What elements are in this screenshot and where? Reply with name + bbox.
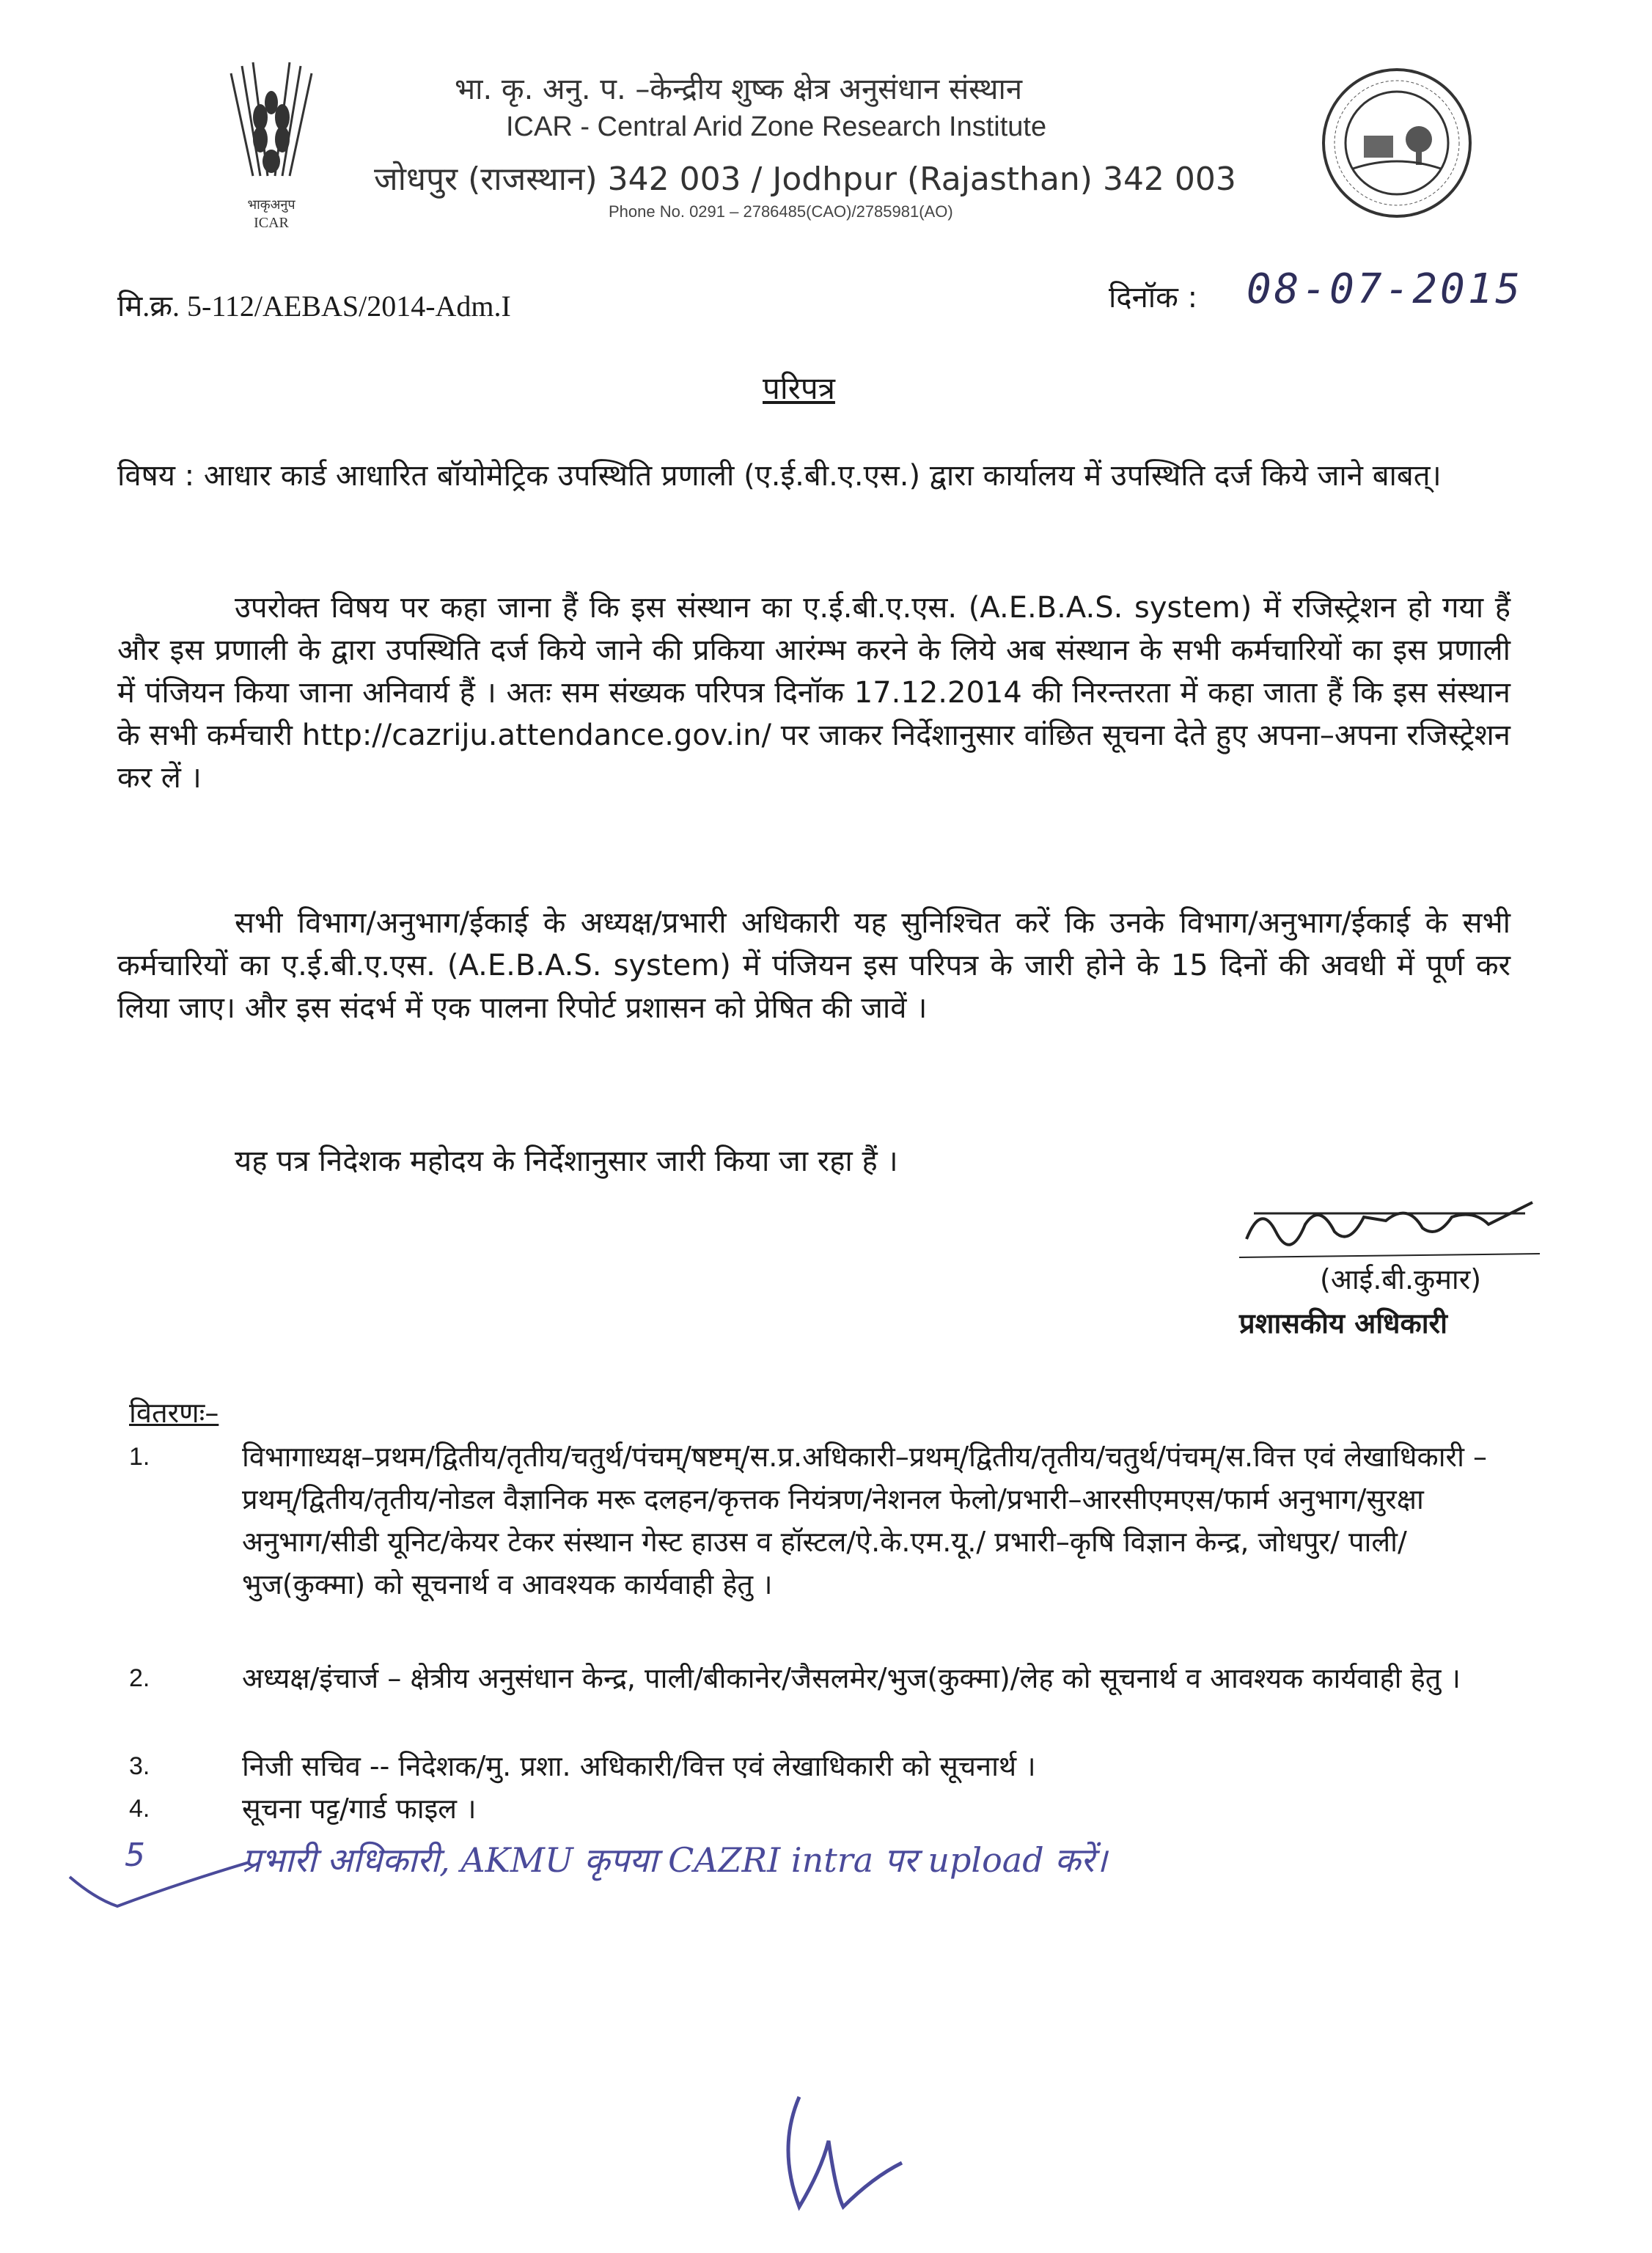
institute-name-english: ICAR - Central Arid Zone Research Institute: [506, 111, 1047, 142]
handwritten-note: प्रभारी अधिकारी, AKMU कृपया CAZRI intra पर upload करें।: [242, 1840, 1107, 1880]
institute-seal: [1320, 66, 1474, 220]
distribution-item-number: 2.: [129, 1664, 150, 1692]
distribution-heading: वितरणः–: [129, 1397, 219, 1429]
distribution-item-number: 3.: [129, 1752, 150, 1780]
document-title: परिपत्र: [763, 370, 835, 406]
handwritten-check-mark: [66, 1833, 257, 1921]
date-label: दिनॉक :: [1109, 281, 1198, 315]
logo-caption-en: ICAR: [254, 215, 289, 231]
institute-name-hindi: भा. कृ. अनु. प. –केन्द्रीय शुष्क क्षेत्र अनुसंधान संस्थान: [455, 73, 1023, 106]
logo-caption-hi: भाकृअनुप: [247, 197, 295, 213]
subject-line: विषय : आधार कार्ड आधारित बॉयोमेट्रिक उपस्थिति प्रणाली (ए.ई.बी.ए.एस.) द्वारा कार्यालय में उपस्थिति दर्ज किये जाने बाबत्।: [117, 459, 1442, 493]
distribution-item-text: अध्यक्ष/इंचार्ज – क्षेत्रीय अनुसंधान केन्द्र, पाली/बीकानेर/जैसलमेर/भुज(कुक्मा)/लेह को सूचनार्थ व आवश्यक कार्यवाही हेतु ।: [242, 1662, 1461, 1694]
distribution-item-text: विभागाध्यक्ष–प्रथम/द्वितीय/तृतीय/चतुर्थ/पंचम्/षष्टम्/स.प्र.अधिकारी–प्रथम्/द्वितीय/तृतीय/चतुर्थ/पंचम्/स.वित्त एवं लेखाधिकारी –प्रथम्/द्वितीय/तृतीय/नोडल वैज्ञानिक मरू दलहन/कृत्तक नियंत्रण/नेशनल फेलो/प्रभारी–आरसीएमएस/फार्म अनुभाग/सुरक्षा अनुभाग/सीडी यूनिट/केयर टेकर संस्थान गेस्ट हाउस व हॉस्टल/ऐ.के.एम.यू./ प्रभारी–कृषि विज्ञान केन्द्र, जोधपुर/ पाली/भुज(कुक्मा) को सूचनार्थ व आवश्यक कार्यवाही हेतु ।: [242, 1441, 1488, 1600]
signature-scribble: [1239, 1188, 1540, 1268]
paragraph-2: [117, 902, 1510, 1029]
paragraph-1: [117, 587, 1510, 799]
distribution-item-text: सूचना पट्ट/गार्ड फाइल ।: [242, 1793, 477, 1825]
distribution-item-number: 4.: [129, 1795, 150, 1823]
institute-address: जोधपुर (राजस्थान) 342 003 / Jodhpur (Rajasthan) 342 003: [374, 161, 1236, 198]
paragraph-3-text: यह पत्र निदेशक महोदय के निर्देशानुसार जारी किया जा रहा हैं ।: [235, 1144, 898, 1178]
signatory-designation: प्रशासकीय अधिकारी: [1239, 1307, 1447, 1339]
paragraph-1-text: उपरोक्त विषय पर कहा जाना हैं कि इस संस्थान का ए.ई.बी.ए.एस. (A.E.B.A.S. system) में रजिस्ट्रेशन हो गया हैं और इस प्रणाली के द्वारा उपस्थिति दर्ज किये जाने की प्रकिया आरंम्भ करने के लिये अब संस्थान के सभी कर्मचारियों का इस प्रणाली में पंजियन किया जाना अनिवार्य हैं । अतः सम संख्यक परिपत्र दिनॉक 17.12.2014 की निरन्तरता में कहा जाता हैं कि इस संस्थान के सभी कर्मचारी http://cazriju.attendance.gov.in/ पर जाकर निर्देशानुसार वांछित सूचना देते हुए अपना–अपना रजिस्ट्रेशन कर लें ।: [117, 591, 1510, 795]
date-value-handwritten: 08-07-2015: [1247, 265, 1524, 313]
distribution-item-number: 1.: [129, 1443, 150, 1471]
distribution-item-text: निजी सचिव -- निदेशक/मु. प्रशा. अधिकारी/वित्त एवं लेखाधिकारी को सूचनार्थ ।: [242, 1750, 1036, 1782]
signatory-name: (आई.बी.कुमार): [1320, 1263, 1482, 1295]
handwritten-initial: [770, 2090, 917, 2221]
paragraph-3: [117, 1140, 1510, 1183]
institute-phone: Phone No. 0291 – 2786485(CAO)/2785981(AO): [609, 202, 953, 221]
icar-logo: [187, 59, 356, 235]
paragraph-2-text: सभी विभाग/अनुभाग/ईकाई के अध्यक्ष/प्रभारी अधिकारी यह सुनिश्चित करें कि उनके विभाग/अनुभाग/ईकाई के सभी कर्मचारियों का ए.ई.बी.ए.एस. (A.E.B.A.S. system) में पंजियन इस परिपत्र के जारी होने के 15 दिनों की अवधी में पूर्ण कर लिया जाए। और इस संदर्भ में एक पालना रिपोर्ट प्रशासन को प्रेषित की जावें ।: [117, 906, 1510, 1025]
reference-number: मि.क्र. 5-112/AEBAS/2014-Adm.I: [117, 290, 511, 323]
handwritten-item-number: 5: [125, 1837, 145, 1874]
